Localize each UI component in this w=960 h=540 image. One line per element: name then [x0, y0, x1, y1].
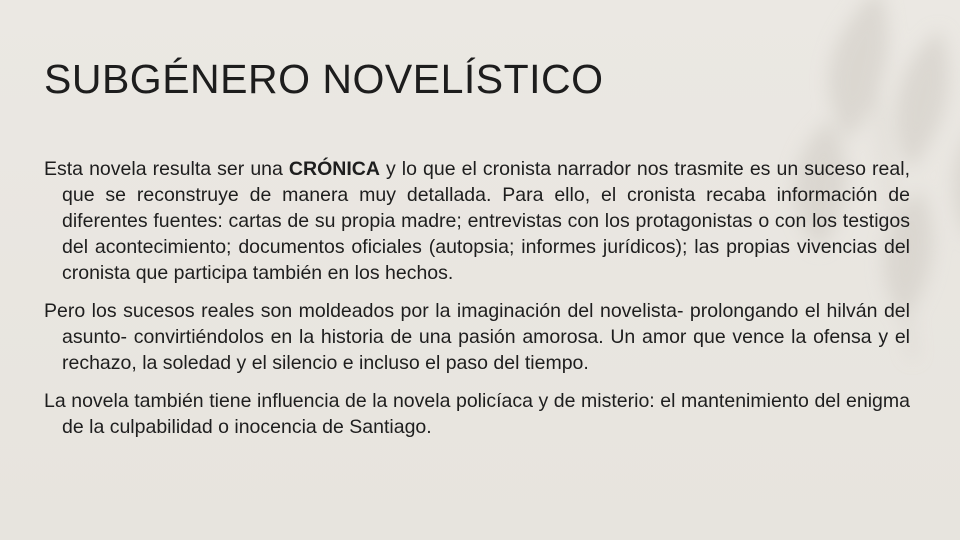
slide-title: SUBGÉNERO NOVELÍSTICO [44, 56, 604, 102]
emphasis-cronica: CRÓNICA [288, 158, 380, 180]
paragraph-imaginacion: Pero los sucesos reales son moldeados por la imaginación del novelista- prolongando el hilván del asunto- convirtiéndolos en la historia de una pasión amorosa. Un amor que vence la ofensa y el rechazo, la soledad y el silencio e incluso el paso del tiempo. [44, 300, 910, 374]
slide-body [44, 156, 910, 440]
paragraph-cronica [44, 156, 910, 286]
paragraph-policiaca: La novela también tiene influencia de la novela policíaca y de misterio: el mantenimiento del enigma de la culpabilidad o inocencia de Santiago. [44, 390, 910, 438]
paragraph-text: y lo que el cronista narrador nos trasmite es un suceso real, que se reconstruye de manera muy detallada. Para ello, el cronista recaba información de diferentes fuentes: cartas de su propia madre; entrevistas con los protagonistas o con los testigos del acontecimiento; documentos oficiales (autopsia; informes jurídicos); las propias vivencias del cronista que participa también en los hechos. [62, 158, 910, 284]
paragraph-text: Esta novela resulta ser una [44, 158, 289, 180]
